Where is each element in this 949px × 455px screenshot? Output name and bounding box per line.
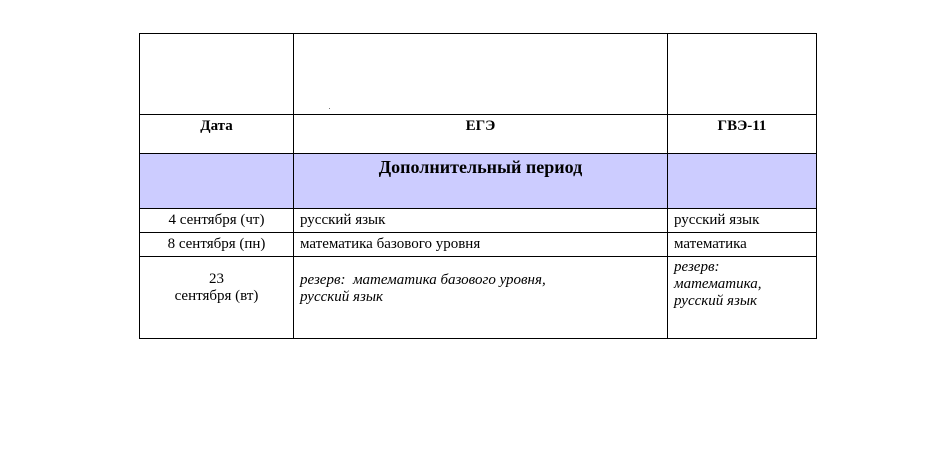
blank-cell-date xyxy=(140,34,294,115)
blank-cell-ege xyxy=(294,34,668,115)
row-gve: русский язык xyxy=(668,209,817,233)
section-cell-gve xyxy=(668,154,817,209)
table-row xyxy=(140,209,817,233)
blank-cell-gve xyxy=(668,34,817,115)
row-date-month: сентября (вт) xyxy=(174,288,259,304)
row-ege-line2: русский язык xyxy=(300,289,384,305)
row-ege: математика базового уровня xyxy=(294,233,668,257)
row-ege: русский язык xyxy=(294,209,668,233)
row-gve xyxy=(668,257,817,339)
header-date: Дата xyxy=(140,115,294,154)
header-ege: ЕГЭ xyxy=(294,115,668,154)
row-date: 8 сентября (пн) xyxy=(140,233,294,257)
row-date xyxy=(140,257,294,339)
section-row xyxy=(140,154,817,209)
row-gve: математика xyxy=(668,233,817,257)
row-date: 4 сентября (чт) xyxy=(140,209,294,233)
header-gve: ГВЭ-11 xyxy=(668,115,817,154)
row-gve-line2: математика, xyxy=(674,276,762,292)
blank-row xyxy=(140,34,817,115)
stray-dot xyxy=(329,108,330,109)
row-ege-line1: резерв: математика базового уровня, xyxy=(300,272,546,288)
row-gve-line3: русский язык xyxy=(674,293,758,309)
header-row xyxy=(140,115,817,154)
row-date-day: 23 xyxy=(209,271,224,287)
table-row xyxy=(140,257,817,339)
row-ege xyxy=(294,257,668,339)
table-row xyxy=(140,233,817,257)
section-cell-date xyxy=(140,154,294,209)
section-title: Дополнительный период xyxy=(294,154,668,209)
exam-schedule-table xyxy=(139,33,817,339)
row-gve-line1: резерв: xyxy=(674,259,720,275)
